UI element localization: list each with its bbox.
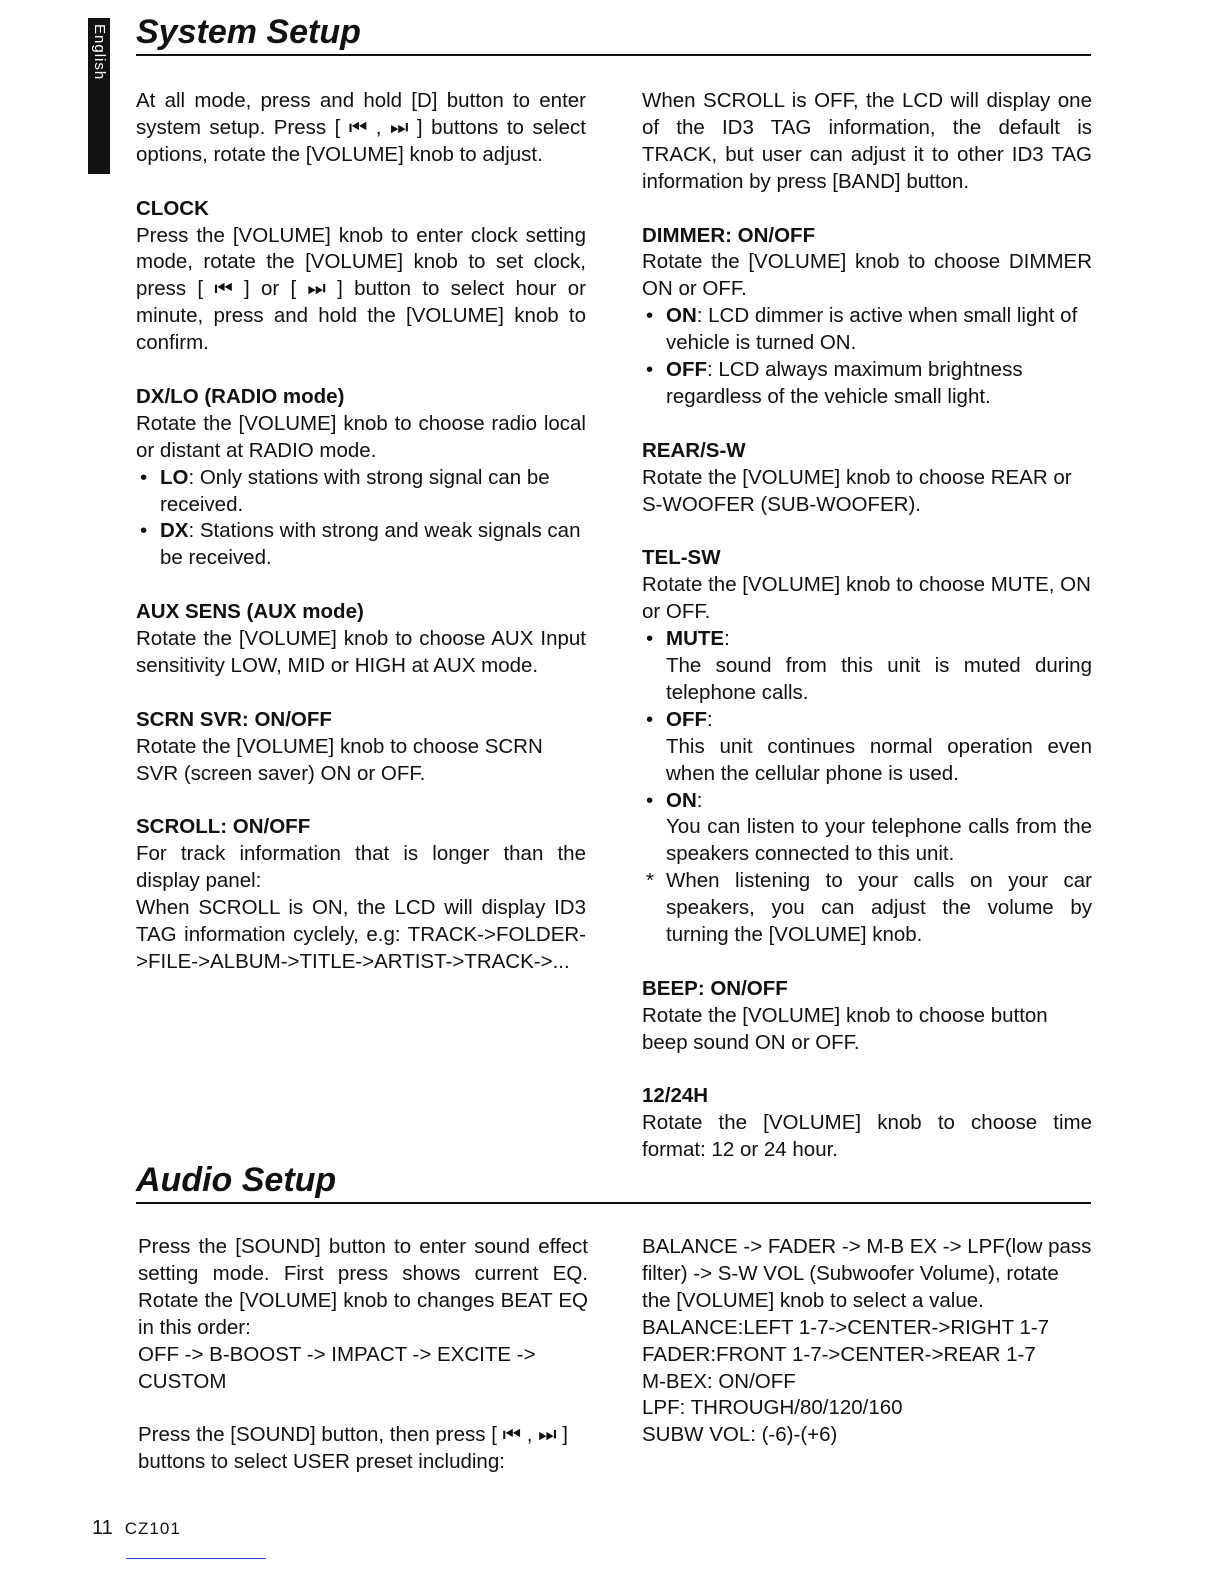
- dimmer-bullet-on: • ON: LCD dimmer is active when small light of vehicle is turned ON.: [646, 304, 1078, 355]
- language-tab: [88, 18, 110, 174]
- dimmer-text: Rotate the [VOLUME] knob to choose DIMMER ON or OFF.: [642, 250, 1092, 301]
- dimmer-bullet-on-desc: : LCD dimmer is active when small light of vehicle is turned ON.: [666, 304, 1078, 355]
- telsw-bullet-off-desc: This unit continues normal operation even when the cellular phone is used.: [666, 734, 1092, 785]
- telsw-note: * When listening to your calls on your car speakers, you can adjust the volume by turning the [VOLUME] knob.: [642, 868, 1092, 949]
- scrn-text: Rotate the [VOLUME] knob to choose SCRN SVR (screen saver) ON or OFF.: [136, 734, 543, 785]
- scroll-text-3: When SCROLL is OFF, the LCD will display one of the ID3 TAG information, the default is TRACK, but user can adjust it to other ID3 TAG information by press [BAND] button.: [642, 89, 1092, 193]
- dxlo-bullet-lo-term: LO: [160, 465, 189, 489]
- h1224-heading: 12/24H: [642, 1084, 709, 1108]
- telsw-text: Rotate the [VOLUME] knob to choose MUTE, ON or OFF.: [642, 573, 1091, 624]
- dxlo-bullet-dx: • DX: Stations with strong and weak signals can be received.: [140, 519, 581, 570]
- footer-divider: [126, 1558, 266, 1559]
- dimmer-bullet-off-desc: : LCD always maximum brightness regardless of the vehicle small light.: [666, 358, 1023, 408]
- language-tab-label: English: [91, 24, 108, 81]
- clock-heading: CLOCK: [136, 196, 209, 220]
- audio-p3: BALANCE -> FADER -> M-B EX -> LPF(low pass filter) -> S-W VOL (Subwoofer Volume), rotate the [VOLUME] knob to select a value.: [642, 1235, 1092, 1312]
- telsw-bullet-off: • OFF: This unit continues normal operation even when the cellular phone is used.: [642, 707, 1092, 788]
- dxlo-heading: DX/LO (RADIO mode): [136, 384, 345, 408]
- dxlo-bullet-dx-term: DX: [160, 519, 189, 543]
- scroll-text-1: For track information that is longer than the display panel:: [136, 842, 586, 893]
- aux-heading: AUX SENS (AUX mode): [136, 600, 364, 624]
- audio-eq-order: OFF -> B-BOOST -> IMPACT -> EXCITE -> CUSTOM: [138, 1342, 536, 1393]
- audio-value-mbex: M-BEX: ON/OFF: [642, 1369, 796, 1393]
- dxlo-bullet-lo-desc: : Only stations with strong signal can be received.: [160, 465, 550, 516]
- beep-text: Rotate the [VOLUME] knob to choose button beep sound ON or OFF.: [642, 1003, 1048, 1054]
- telsw-bullet-on-desc: You can listen to your telephone calls from the speakers connected to this unit.: [666, 815, 1092, 866]
- audio-p2: Press the [SOUND] button, then press [ ⏮ , ⏭ ] buttons to select USER preset including:: [138, 1423, 568, 1474]
- scroll-text-2: When SCROLL is ON, the LCD will display ID3 TAG information cyclely, e.g: TRACK->FOLDER->FILE->ALBUM->TITLE->ARTIST->TRACK->...: [136, 896, 586, 973]
- dimmer-bullet-on-term: ON: [666, 304, 697, 328]
- telsw-heading: TEL-SW: [642, 546, 721, 570]
- dimmer-bullet-off: • OFF: LCD always maximum brightness regardless of the vehicle small light.: [646, 358, 1023, 408]
- telsw-note-text: When listening to your calls on your car speakers, you can adjust the volume by turning the [VOLUME] knob.: [666, 869, 1092, 947]
- model-name: CZ101: [124, 1519, 181, 1538]
- audio-setup-right-column: [642, 1234, 1092, 1449]
- audio-value-subw: SUBW VOL: (-6)-(+6): [642, 1423, 838, 1447]
- aux-text: Rotate the [VOLUME] knob to choose AUX Input sensitivity LOW, MID or HIGH at AUX mode.: [136, 627, 586, 677]
- telsw-bullet-on: • ON: You can listen to your telephone calls from the speakers connected to this unit.: [642, 788, 1092, 869]
- telsw-bullet-off-term: OFF: [666, 707, 707, 731]
- rear-text: Rotate the [VOLUME] knob to choose REAR or S-WOOFER (SUB-WOOFER).: [642, 465, 1072, 516]
- telsw-bullet-mute-desc: The sound from this unit is muted during telephone calls.: [666, 653, 1092, 704]
- page-footer: [92, 1516, 181, 1541]
- scrn-heading: SCRN SVR: ON/OFF: [136, 707, 332, 731]
- clock-text: Press the [VOLUME] knob to enter clock setting mode, rotate the [VOLUME] knob to set clock, press [ ⏮ ] or [ ⏭ ] button to select hour or minute, press and hold the [VOLUME] knob to confirm.: [136, 223, 586, 355]
- audio-p1: Press the [SOUND] button to enter sound effect setting mode. First press shows current EQ. Rotate the [VOLUME] knob to changes BEAT EQ in this order:: [138, 1235, 588, 1339]
- telsw-bullet-on-term: ON: [666, 788, 697, 812]
- scroll-heading: SCROLL: ON/OFF: [136, 815, 311, 839]
- dxlo-bullet-dx-desc: : Stations with strong and weak signals can be received.: [160, 519, 581, 570]
- dxlo-text: Rotate the [VOLUME] knob to choose radio local or distant at RADIO mode.: [136, 411, 586, 462]
- h1224-text: Rotate the [VOLUME] knob to choose time format: 12 or 24 hour.: [642, 1111, 1092, 1162]
- audio-setup-left-column: [138, 1234, 588, 1476]
- dxlo-bullet-lo: • LO: Only stations with strong signal can be received.: [140, 465, 550, 516]
- audio-value-fader: FADER:FRONT 1-7->CENTER->REAR 1-7: [642, 1342, 1036, 1366]
- system-setup-title: System Setup: [136, 12, 1091, 56]
- audio-setup-title: Audio Setup: [136, 1160, 1091, 1204]
- telsw-bullet-mute: • MUTE: The sound from this unit is muted during telephone calls.: [642, 626, 1092, 707]
- system-setup-left-column: [136, 88, 586, 976]
- dimmer-bullet-off-term: OFF: [666, 358, 707, 382]
- beep-heading: BEEP: ON/OFF: [642, 976, 788, 1000]
- system-setup-right-column: [642, 88, 1092, 1164]
- telsw-bullet-mute-term: MUTE: [666, 627, 725, 651]
- rear-heading: REAR/S-W: [642, 438, 746, 462]
- audio-value-lpf: LPF: THROUGH/80/120/160: [642, 1396, 903, 1420]
- system-intro: At all mode, press and hold [D] button to enter system setup. Press [ ⏮ , ⏭ ] buttons to select options, rotate the [VOLUME] knob to adjust.: [136, 89, 586, 166]
- page-number: 11: [92, 1517, 113, 1539]
- audio-value-balance: BALANCE:LEFT 1-7->CENTER->RIGHT 1-7: [642, 1315, 1050, 1339]
- dimmer-heading: DIMMER: ON/OFF: [642, 223, 816, 247]
